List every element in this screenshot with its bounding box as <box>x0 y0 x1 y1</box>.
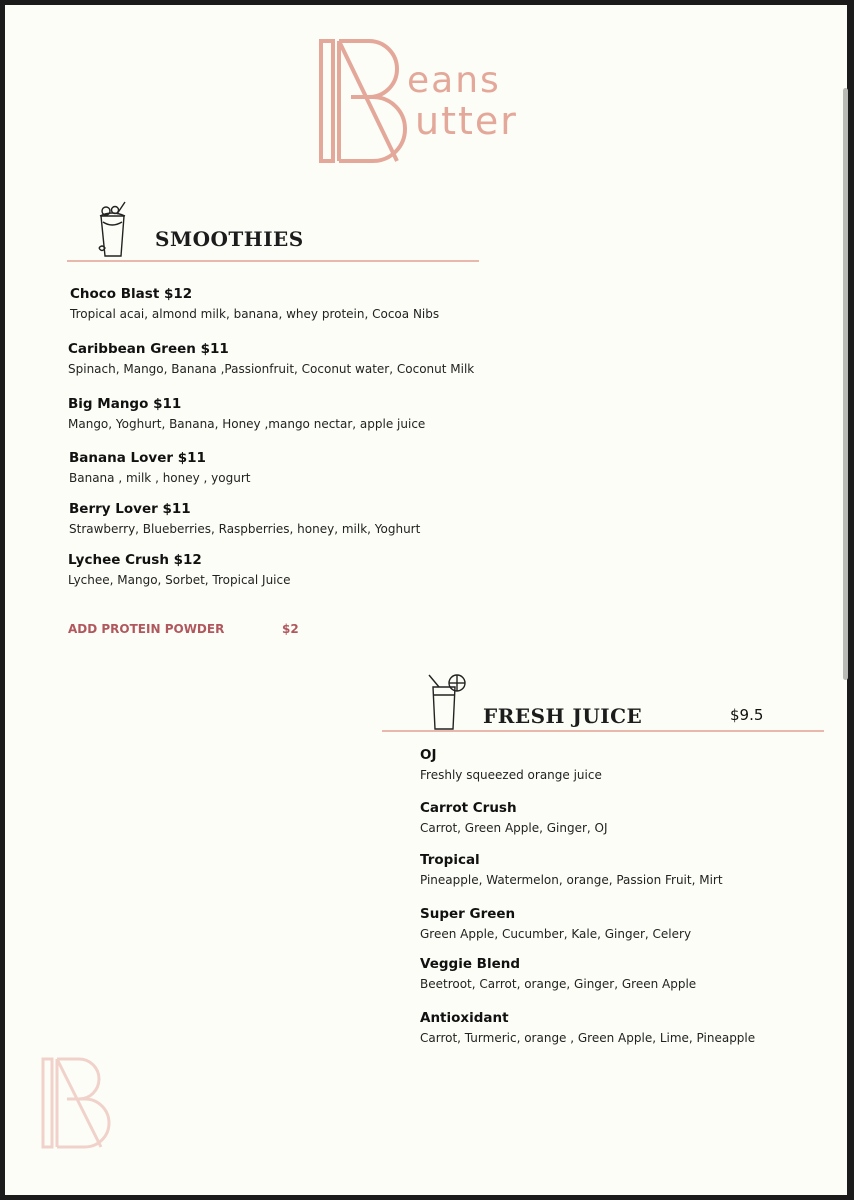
item-name: Caribbean Green $11 <box>68 341 229 357</box>
menu-item <box>70 285 439 323</box>
item-name: Lychee Crush $12 <box>68 552 202 568</box>
item-description: Beetroot, Carrot, orange, Ginger, Green Apple <box>420 977 697 991</box>
menu-item <box>68 395 425 433</box>
item-description: Carrot, Green Apple, Ginger, OJ <box>420 821 608 835</box>
menu-item <box>69 449 250 487</box>
juice-title: FRESH JUICE <box>483 704 643 728</box>
item-description: Carrot, Turmeric, orange , Green Apple, Lime, Pineapple <box>420 1031 756 1045</box>
smoothie-glass-icon <box>93 200 129 260</box>
brand-logo <box>311 33 551 169</box>
item-description: Strawberry, Blueberries, Raspberries, honey, milk, Yoghurt <box>69 522 421 536</box>
item-name: Carrot Crush <box>420 800 517 816</box>
item-name: Veggie Blend <box>420 956 521 972</box>
item-name: Tropical <box>420 852 480 868</box>
menu-item <box>420 799 608 837</box>
item-description: Lychee, Mango, Sorbet, Tropical Juice <box>68 573 291 587</box>
brand-monogram-icon <box>311 35 411 167</box>
menu-item <box>68 340 474 378</box>
addon-label: ADD PROTEIN POWDER <box>68 622 225 636</box>
addon-price: $2 <box>282 622 299 636</box>
item-name: Super Green <box>420 906 516 922</box>
item-name: Berry Lover $11 <box>69 501 191 517</box>
menu-item <box>420 1009 755 1047</box>
item-description: Spinach, Mango, Banana ,Passionfruit, Coconut water, Coconut Milk <box>68 362 475 376</box>
menu-item <box>69 500 420 538</box>
juice-divider <box>382 730 824 732</box>
item-name: Big Mango $11 <box>68 396 182 412</box>
item-description: Banana , milk , honey , yogurt <box>69 471 251 485</box>
item-name: OJ <box>420 747 437 763</box>
item-description: Freshly squeezed orange juice <box>420 768 602 782</box>
item-name: Antioxidant <box>420 1010 509 1026</box>
menu-item <box>68 551 291 589</box>
item-description: Mango, Yoghurt, Banana, Honey ,mango nectar, apple juice <box>68 417 426 431</box>
menu-page <box>5 5 847 1195</box>
menu-item <box>420 905 691 943</box>
juice-glass-icon <box>425 673 467 731</box>
menu-item <box>420 746 602 784</box>
smoothies-divider <box>67 260 479 262</box>
item-description: Tropical acai, almond milk, banana, whey protein, Cocoa Nibs <box>70 307 440 321</box>
item-name: Choco Blast $12 <box>70 286 193 302</box>
menu-item <box>420 851 723 889</box>
juice-price: $9.5 <box>730 706 764 724</box>
brand-word-bottom: utter <box>415 99 518 143</box>
item-name: Banana Lover $11 <box>69 450 206 466</box>
item-description: Pineapple, Watermelon, orange, Passion Fruit, Mirt <box>420 873 723 887</box>
item-description: Green Apple, Cucumber, Kale, Ginger, Celery <box>420 927 692 941</box>
smoothies-title: SMOOTHIES <box>155 227 304 251</box>
brand-word-top: eans <box>407 60 501 101</box>
brand-monogram-icon <box>39 1055 115 1151</box>
menu-item <box>420 955 696 993</box>
scrollbar[interactable] <box>843 88 848 680</box>
